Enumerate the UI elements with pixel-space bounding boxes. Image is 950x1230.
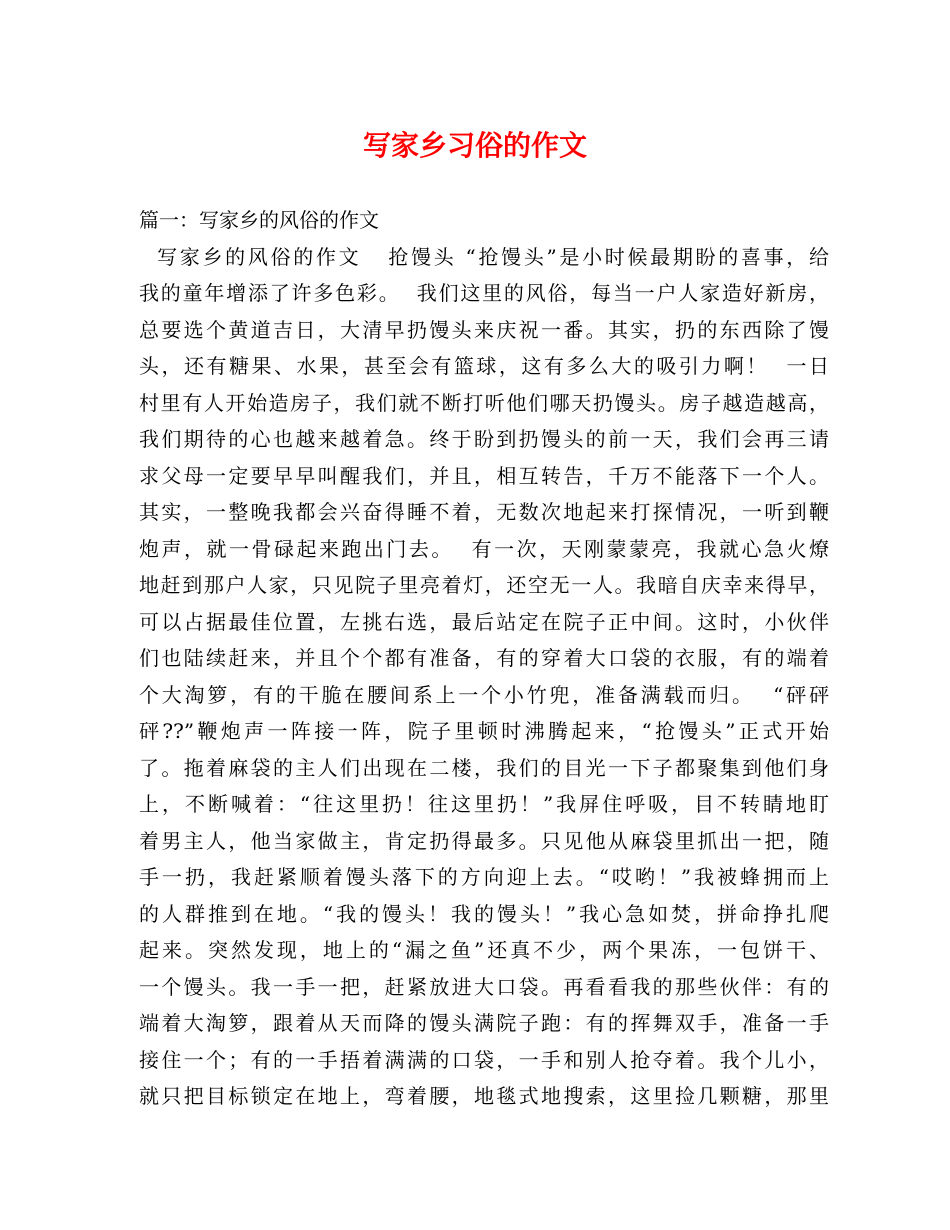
body-line: 求父母一定要早早叫醒我们，并且，相互转告，千万不能落下一个人。	[139, 463, 829, 488]
body-line: 端着大淘箩，跟着从天而降的馒头满院子跑：有的挥舞双手，准备一手	[139, 1011, 829, 1035]
section-heading: 篇一：写家乡的风俗的作文	[139, 208, 379, 232]
document-title: 写家乡习俗的作文	[362, 129, 587, 162]
body-line: 头，还有糖果、水果，甚至会有篮球，这有多么大的吸引力啊！ 一日	[139, 354, 829, 378]
body-line: 砰??”鞭炮声一阵接一阵，院子里顿时沸腾起来，“抢馒头”正式开始	[139, 719, 829, 743]
body-line: 接住一个；有的一手捂着满满的口袋，一手和别人抢夺着。我个儿小，	[139, 1047, 829, 1072]
body-line: 地赶到那户人家，只见院子里亮着灯，还空无一人。我暗自庆幸来得早，	[139, 573, 829, 597]
body-line: 起来。突然发现，地上的“漏之鱼”还真不少，两个果冻，一包饼干、	[139, 938, 829, 962]
body-line: 一个馒头。我一手一把，赶紧放进大口袋。再看看我的那些伙伴：有的	[139, 974, 829, 999]
body-line: 总要选个黄道吉日，大清早扔馒头来庆祝一番。其实，扔的东西除了馒	[139, 317, 829, 342]
body-line: 可以占据最佳位置，左挑右选，最后站定在院子正中间。这时，小伙伴	[139, 609, 829, 634]
body-line: 我的童年增添了许多色彩。 我们这里的风俗，每当一户人家造好新房，	[139, 281, 829, 305]
body-line: 上，不断喊着：“往这里扔！往这里扔！”我屏住呼吸，目不转睛地盯	[139, 792, 829, 816]
body-line: 写家乡的风俗的作文 抢馒头 “抢馒头”是小时候最期盼的喜事，给	[139, 244, 829, 269]
body-line: 我们期待的心也越来越着急。终于盼到扔馒头的前一天，我们会再三请	[139, 427, 829, 451]
body-line: 村里有人开始造房子，我们就不断打听他们哪天扔馒头。房子越造越高，	[139, 390, 829, 415]
body-line: 的人群推到在地。“我的馒头！我的馒头！”我心急如焚，拼命挣扎爬	[139, 901, 829, 926]
body-line: 手一扔，我赶紧顺着馒头落下的方向迎上去。“哎哟！”我被蜂拥而上	[139, 865, 829, 889]
body-line: 炮声，就一骨碌起来跑出门去。 有一次，天刚蒙蒙亮，我就心急火燎	[139, 536, 829, 561]
body-line: 就只把目标锁定在地上，弯着腰，地毯式地搜索，这里捡几颗糖，那里	[139, 1084, 829, 1108]
body-line: 们也陆续赶来，并且个个都有准备，有的穿着大口袋的衣服，有的端着	[139, 646, 829, 670]
body-line: 了。拖着麻袋的主人们出现在二楼，我们的目光一下子都聚集到他们身	[139, 755, 829, 780]
document-body	[139, 202, 829, 1115]
body-line: 个大淘箩，有的干脆在腰间系上一个小竹兜，准备满载而归。 “砰砰	[139, 682, 829, 707]
body-line: 其实，一整晚我都会兴奋得睡不着，无数次地起来打探情况，一听到鞭	[139, 500, 829, 524]
body-line: 着男主人，他当家做主，肯定扔得最多。只见他从麻袋里抓出一把，随	[139, 828, 829, 853]
